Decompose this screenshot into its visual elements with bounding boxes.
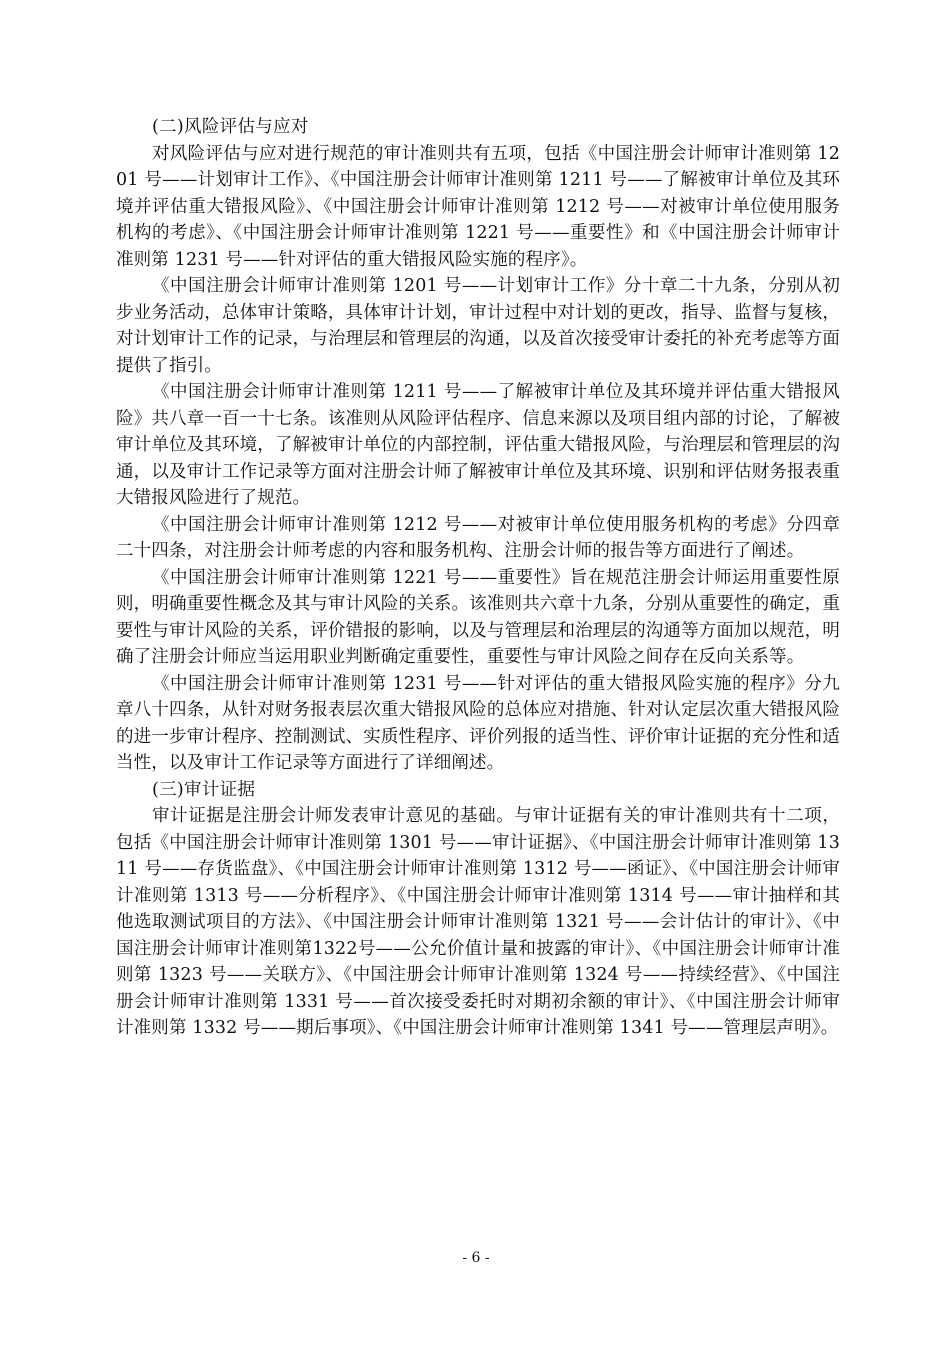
paragraph-audit-evidence: 审计证据是注册会计师发表审计意见的基础。与审计证据有关的审计准则共有十二项，包括《中国注册会计师审计准则第 1301 号——审计证据》、《中国注册会计师审计准则第 1311 号——存货监盘》、《中国注册会计师审计准则第 1312 号——函证》、《中国注册会计师审计准则第 1313 号——分析程序》、《中国注册会计师审计准则第 1314 号——审计抽样和其他选取测试项目的方法》、《中国注册会计师审计准则第 1321 号——会计估计的审计》、《中国注册会计师审计准则第1322号——公允价值计量和披露的审计》、《中国注册会计师审计准则第 1323 号——关联方》、《中国注册会计师审计准则第 1324 号——持续经营》、《中国注册会计师审计准则第 1331 号——首次接受委托时对期初余额的审计》、《中国注册会计师审计准则第 1332 号——期后事项》、《中国注册会计师审计准则第 1341 号——管理层声明》。 (116, 806, 840, 1038)
document-body (116, 114, 840, 1042)
paragraph-standard-1211: 《中国注册会计师审计准则第 1211 号——了解被审计单位及其环境并评估重大错报风险》共八章一百一十七条。该准则从风险评估程序、信息来源以及项目组内部的讨论，了解被审计单位及其环境，了解被审计单位的内部控制，评估重大错报风险，与治理层和管理层的沟通，以及审计工作记录等方面对注册会计师了解被审计单位及其环境、识别和评估财务报表重大错报风险进行了规范。 (116, 382, 840, 508)
section-heading-audit-evidence: (三)审计证据 (152, 779, 256, 800)
page-number: - 6 - (462, 1250, 490, 1266)
paragraph-standard-1231: 《中国注册会计师审计准则第 1231 号——针对评估的重大错报风险实施的程序》分九章八十四条，从针对财务报表层次重大错报风险的总体应对措施、针对认定层次重大错报风险的进一步审计程序、控制测试、实质性程序、评价列报的适当性、评价审计证据的充分性和适当性，以及审计工作记录等方面进行了详细阐述。 (116, 673, 840, 773)
section-heading-risk-assessment: (二)风险评估与应对 (152, 117, 309, 137)
paragraph-standard-1212: 《中国注册会计师审计准则第 1212 号——对被审计单位使用服务机构的考虑》分四章二十四条，对注册会计师考虑的内容和服务机构、注册会计师的报告等方面进行了阐述。 (116, 514, 840, 561)
paragraph-standard-1201: 《中国注册会计师审计准则第 1201 号——计划审计工作》分十章二十九条，分别从初步业务活动，总体审计策略，具体审计计划，审计过程中对计划的更改，指导、监督与复核，对计划审计工作的记录，与治理层和管理层的沟通，以及首次接受审计委托的补充考虑等方面提供了指引。 (116, 276, 840, 376)
paragraph-standard-1221: 《中国注册会计师审计准则第 1221 号——重要性》旨在规范注册会计师运用重要性原则，明确重要性概念及其与审计风险的关系。该准则共六章十九条，分别从重要性的确定，重要性与审计风险的关系，评价错报的影响，以及与管理层和治理层的沟通等方面加以规范，明确了注册会计师应当运用职业判断确定重要性，重要性与审计风险之间存在反向关系等。 (116, 567, 840, 667)
paragraph-risk-overview: 对风险评估与应对进行规范的审计准则共有五项，包括《中国注册会计师审计准则第 1201 号——计划审计工作》、《中国注册会计师审计准则第 1211 号——了解被审计单位及其环境并评估重大错报风险》、《中国注册会计师审计准则第 1212 号——对被审计单位使用服务机构的考虑》、《中国注册会计师审计准则第 1221 号——重要性》和《中国注册会计师审计准则第 1231 号——针对评估的重大错报风险实施的程序》。 (116, 143, 840, 270)
